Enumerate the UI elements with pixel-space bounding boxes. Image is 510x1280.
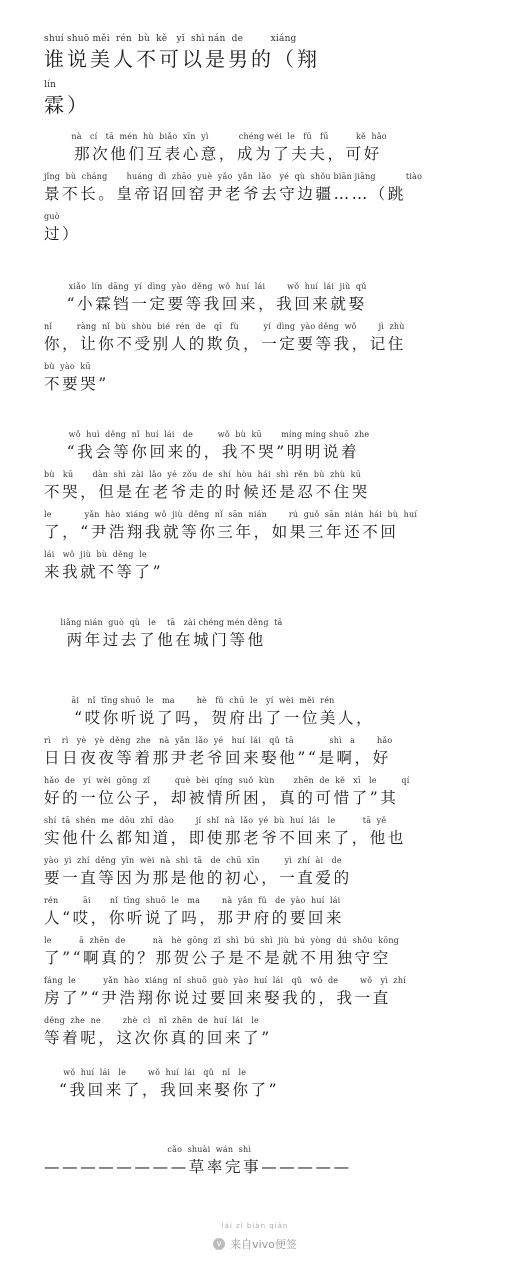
pinyin-annotation: nà cí tā mén hù biǎo xīn yì chéng wéi le fū fū kě hǎo bbox=[44, 132, 387, 141]
line-text: 了”“啊真的？那贺公子是不是就不用独守空 bbox=[44, 949, 391, 967]
pinyin-annotation: lín bbox=[44, 80, 57, 90]
line-text: 好的一位公子，却被情所困，真的可惜了”其 bbox=[44, 789, 399, 807]
line-text: 你，让你不受别人的欺负，一定要等我，记住 bbox=[44, 335, 407, 353]
line-text: 两年过去了他在城门等他 bbox=[44, 631, 266, 649]
brand-row bbox=[213, 1236, 297, 1252]
brand-text: 来自vivo便签 bbox=[230, 1238, 297, 1251]
pinyin-annotation: hǎo de yí wèi gōng zǐ què bèi qíng suǒ kùn zhēn de kě xī le qí bbox=[44, 776, 410, 785]
line-text: 景不长。皇帝诏回窑尹老爷去守边疆……（跳 bbox=[44, 185, 407, 203]
pinyin-annotation: fáng le yǎn hào xiáng nǐ shuō guò yào huí lái qǔ wǒ de wǒ yì zhí bbox=[44, 976, 406, 985]
pinyin-annotation: wǒ huì děng nǐ huí lái de wǒ bù kū míng míng shuō zhe bbox=[44, 430, 370, 439]
pinyin-annotation: xiǎo lín dāng yí dìng yào děng wǒ huí lái wǒ huí lái jiù qǔ bbox=[44, 282, 367, 291]
line-text: 等着呢，这次你真的回来了” bbox=[44, 1029, 272, 1047]
line-text: 日日夜夜等着那尹老爷回来娶他”“是啊，好 bbox=[44, 749, 391, 767]
pinyin-annotation: nǐ ràng nǐ bù shòu bié rén de qī fù yí dìng yào děng wǒ jì zhù bbox=[44, 322, 405, 331]
line-text: 要一直等因为那是他的初心，一直爱的 bbox=[44, 869, 352, 887]
pinyin-annotation: bù yào kū bbox=[44, 362, 91, 371]
pinyin-annotation: shí tā shén me dōu zhī dào jí shǐ nà lǎo yé bù huí lái le tā yě bbox=[44, 816, 387, 825]
footer-brand bbox=[0, 1222, 510, 1252]
line-text: “我回来了，我回来娶你了” bbox=[44, 1081, 280, 1099]
line-text: 过） bbox=[44, 225, 81, 243]
pinyin-annotation: rì rì yè yè děng zhe nà yǎn lǎo yé huí lái qǔ tā shì a hǎo bbox=[44, 736, 393, 745]
pinyin-annotation: le yǎn hào xiáng wǒ jiù děng nǐ sān nián rú guǒ sān nián hái bù huí bbox=[44, 510, 418, 519]
line-text: “我会等你回来的，我不哭”明明说着 bbox=[44, 443, 360, 461]
line-text: 人“哎，你听说了吗，那尹府的要回来 bbox=[44, 909, 345, 927]
pinyin-annotation: lái zì biàn qiān bbox=[221, 1222, 289, 1230]
pinyin-annotation: āi nǐ tīng shuō le ma hè fǔ chū le yí wèi měi rén bbox=[44, 696, 335, 705]
title-text: 谁说美人不可以是男的（翔 bbox=[44, 47, 320, 71]
pinyin-annotation: lái wǒ jiù bù děng le bbox=[44, 550, 147, 559]
line-text: 来我就不等了” bbox=[44, 563, 164, 581]
pinyin-annotation: jǐng bù cháng huáng dì zhāo yuè yǎo yǎn lǎo yé qù shǒu biān jiāng tiào bbox=[44, 172, 423, 181]
line-text: “小霖铛一定要等我回来，我回来就娶 bbox=[44, 295, 367, 313]
line-text: “哎你听说了吗，贺府出了一位美人， bbox=[44, 709, 375, 727]
pinyin-annotation: yào yì zhí děng yīn wèi nà shì tā de chū xīn yì zhí ài de bbox=[44, 856, 342, 865]
pinyin-annotation: le ā zhēn de nà hè gōng zǐ shì bú shì jiù bú yòng dú shǒu kōng bbox=[44, 936, 399, 945]
line-text: 不哭，但是在老爷走的时候还是忍不住哭 bbox=[44, 483, 370, 501]
vivo-logo-icon: v bbox=[213, 1238, 225, 1250]
pinyin-annotation: děng zhe ne zhè cì nǐ zhēn de huí lái le bbox=[44, 1016, 259, 1025]
line-text: 了，“尹浩翔我就等你三年，如果三年还不回 bbox=[44, 523, 399, 541]
pinyin-annotation: liǎng nián guò qù le tā zài chéng mén děng tā bbox=[44, 618, 283, 627]
pinyin-annotation: cǎo shuài wán shì bbox=[44, 1145, 252, 1154]
pinyin-annotation: bù kū dàn shì zài lǎo yé zǒu de shí hòu hái shì rěn bù zhù kū bbox=[44, 470, 362, 479]
line-text: 不要哭” bbox=[44, 375, 109, 393]
ending-text: ————————草率完事————— bbox=[44, 1158, 352, 1176]
line-text: 房了”“尹浩翔你说过要回来娶我的，我一直 bbox=[44, 989, 391, 1007]
title-text: 霖） bbox=[44, 93, 90, 117]
pinyin-annotation: shuí shuō měi rén bù kě yǐ shì nán de xiáng bbox=[44, 34, 297, 44]
line-text: 那次他们互表心意，成为了夫夫，可好 bbox=[44, 145, 382, 163]
pinyin-annotation: guò bbox=[44, 212, 60, 221]
pinyin-annotation: wǒ huí lái le wǒ huí lái qǔ nǐ le bbox=[44, 1068, 247, 1077]
line-text: 实他什么都知道，即使那老爷不回来了，他也 bbox=[44, 829, 407, 847]
pinyin-annotation: rén āi nǐ tīng shuō le ma nà yǎn fǔ de yào huí lái bbox=[44, 896, 341, 905]
